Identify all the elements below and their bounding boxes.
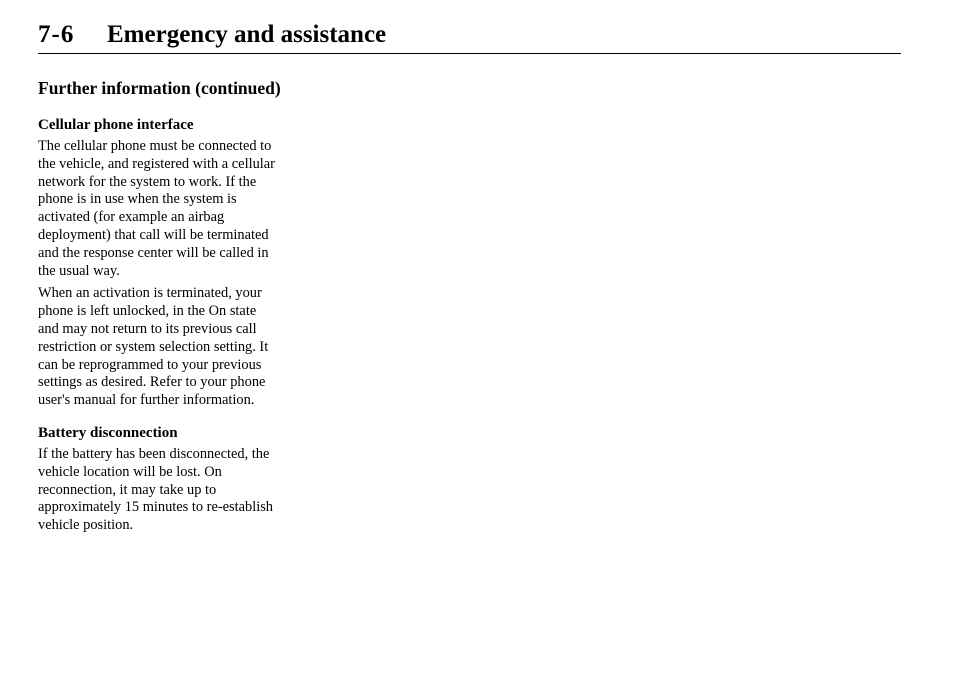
subsection-title: Cellular phone interface xyxy=(38,117,194,133)
paragraph: The cellular phone must be connected to the vehicle, and registered with a cellular network for the system to work. If the phone is in use when the system is activated (for example an airbag deployment) that call will be terminated and the response center will be called in the usual way. xyxy=(38,138,275,279)
subsection-title: Battery disconnection xyxy=(38,424,178,441)
page-number: 7-6 xyxy=(38,21,75,48)
subsection-cellular-phone-interface xyxy=(38,116,323,410)
paragraph: If the battery has been disconnected, the vehicle location will be lost. On reconnection, it may take up to approximately 15 minutes to re-establish vehicle position. xyxy=(38,445,273,534)
paragraph: When an activation is terminated, your phone is left unlocked, in the On state and may not return to its previous call restriction or system selection setting. It can be reprogrammed to your previous settings as desired. Refer to your phone user's manual for further information. xyxy=(38,285,269,409)
text-column xyxy=(38,116,323,540)
subsection-battery-disconnection xyxy=(38,424,323,535)
page-header xyxy=(38,18,901,54)
section-heading: Further information (continued) xyxy=(38,78,281,98)
chapter-title: Emergency and assistance xyxy=(107,21,387,48)
